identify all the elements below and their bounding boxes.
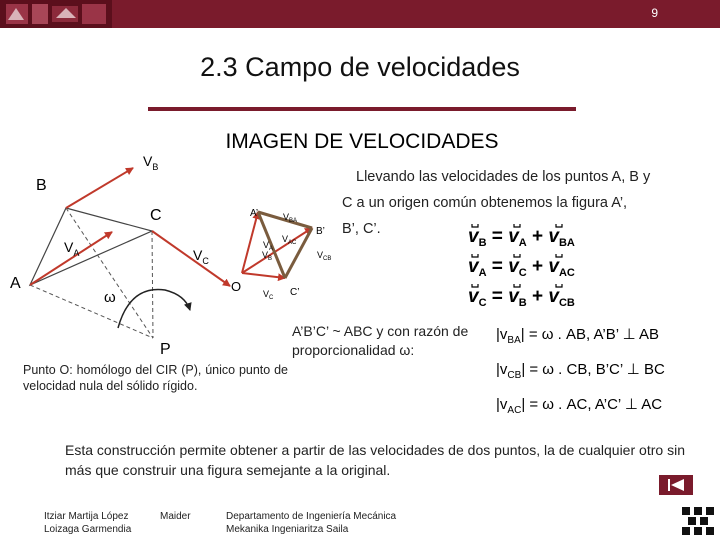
- dashed-cp: [152, 231, 153, 338]
- skip-back-icon: [659, 475, 693, 495]
- label-omega: ω: [104, 289, 116, 306]
- label-c-prime: C’: [290, 287, 300, 298]
- label-vc: $V_C$: [193, 247, 209, 266]
- label-va-prime: $V_A$: [263, 240, 274, 252]
- modulus-row: $|v_{BA}| = \omega$ . AB, A’B’ ⊥ AB: [496, 326, 660, 346]
- equation-vc: [468, 286, 575, 309]
- vel-c-arrow: [152, 231, 230, 286]
- dashed-ap: [30, 285, 153, 338]
- label-c: C: [150, 207, 162, 224]
- label-origin: O: [231, 279, 242, 294]
- university-emblem-icon: [680, 505, 716, 537]
- intro-line-3: B’, C’.: [342, 221, 381, 237]
- label-va: $V_A$: [64, 239, 80, 258]
- vel-b-arrow: [66, 168, 133, 208]
- first-slide-button[interactable]: [659, 475, 693, 495]
- svg-text:vC = vB + vCB: $v_C = v_B + v_{CB}$: [468, 286, 575, 309]
- university-logo: [0, 0, 112, 28]
- label-vb-prime: $V_B$: [262, 250, 273, 262]
- svg-text:vB = vA + vBA: $v_B = v_A + v_{BA}$: [468, 226, 575, 249]
- label-vac: $V_{AC}$: [282, 234, 297, 246]
- modulus-row: $|v_{AC}| = \omega$ . AC, A’C’ ⊥ AC: [496, 396, 663, 416]
- label-vba: $V_{BA}$: [283, 212, 298, 224]
- vector-equations: [464, 218, 594, 310]
- footer-author: Itziar Martija López Loizaga Garmendia: [44, 511, 132, 535]
- conclusion-paragraph: Esta construcción permite obtener a partir de las velocidades de dos puntos, la de cualquier otro sin más que construir una figura semejante a la original.: [65, 442, 685, 478]
- label-vc-prime: $V_C$: [263, 289, 274, 301]
- label-p: P: [160, 341, 171, 358]
- label-a-prime: A’: [250, 208, 259, 219]
- footer-author-2: Maider: [160, 511, 191, 522]
- modulus-row: $|v_{CB}| = \omega$ . CB, B’C’ ⊥ BC: [496, 361, 665, 381]
- footer-department: Departamento de Ingeniería Mecánica Mekanika Ingeniaritza Saila: [226, 511, 397, 535]
- vprime-c-arrow: [242, 273, 285, 278]
- logo-graphic: [0, 0, 112, 28]
- equation-vb: [468, 226, 575, 249]
- label-b-prime: B’: [316, 226, 325, 237]
- punto-o-text: Punto O: homólogo del CIR (P), único punto de velocidad nula del sólido rígido.: [23, 363, 288, 393]
- svg-text:vA = vC + vAC: $v_A = v_C + v_{AC}$: [468, 256, 575, 279]
- similarity-text: A’B’C’ ~ ABC y con razón de proporcionalidad ω:: [292, 323, 469, 358]
- page-number: 9: [651, 6, 658, 20]
- equation-va: [468, 256, 575, 279]
- label-vcb: $V_{CB}$: [317, 250, 332, 262]
- slide-title: 2.3 Campo de velocidades: [200, 52, 520, 82]
- label-vb: $V_B$: [143, 153, 159, 172]
- label-b: B: [36, 177, 47, 194]
- moduli-list: [496, 320, 665, 425]
- intro-line-1: Llevando las velocidades de los puntos A, B y: [356, 169, 651, 185]
- label-a: A: [10, 275, 21, 292]
- slide-subtitle: IMAGEN DE VELOCIDADES: [225, 130, 499, 153]
- title-underline: [148, 107, 576, 111]
- omega-arc: [118, 289, 190, 328]
- intro-line-2: C a un origen común obtenemos la figura A’,: [342, 195, 628, 211]
